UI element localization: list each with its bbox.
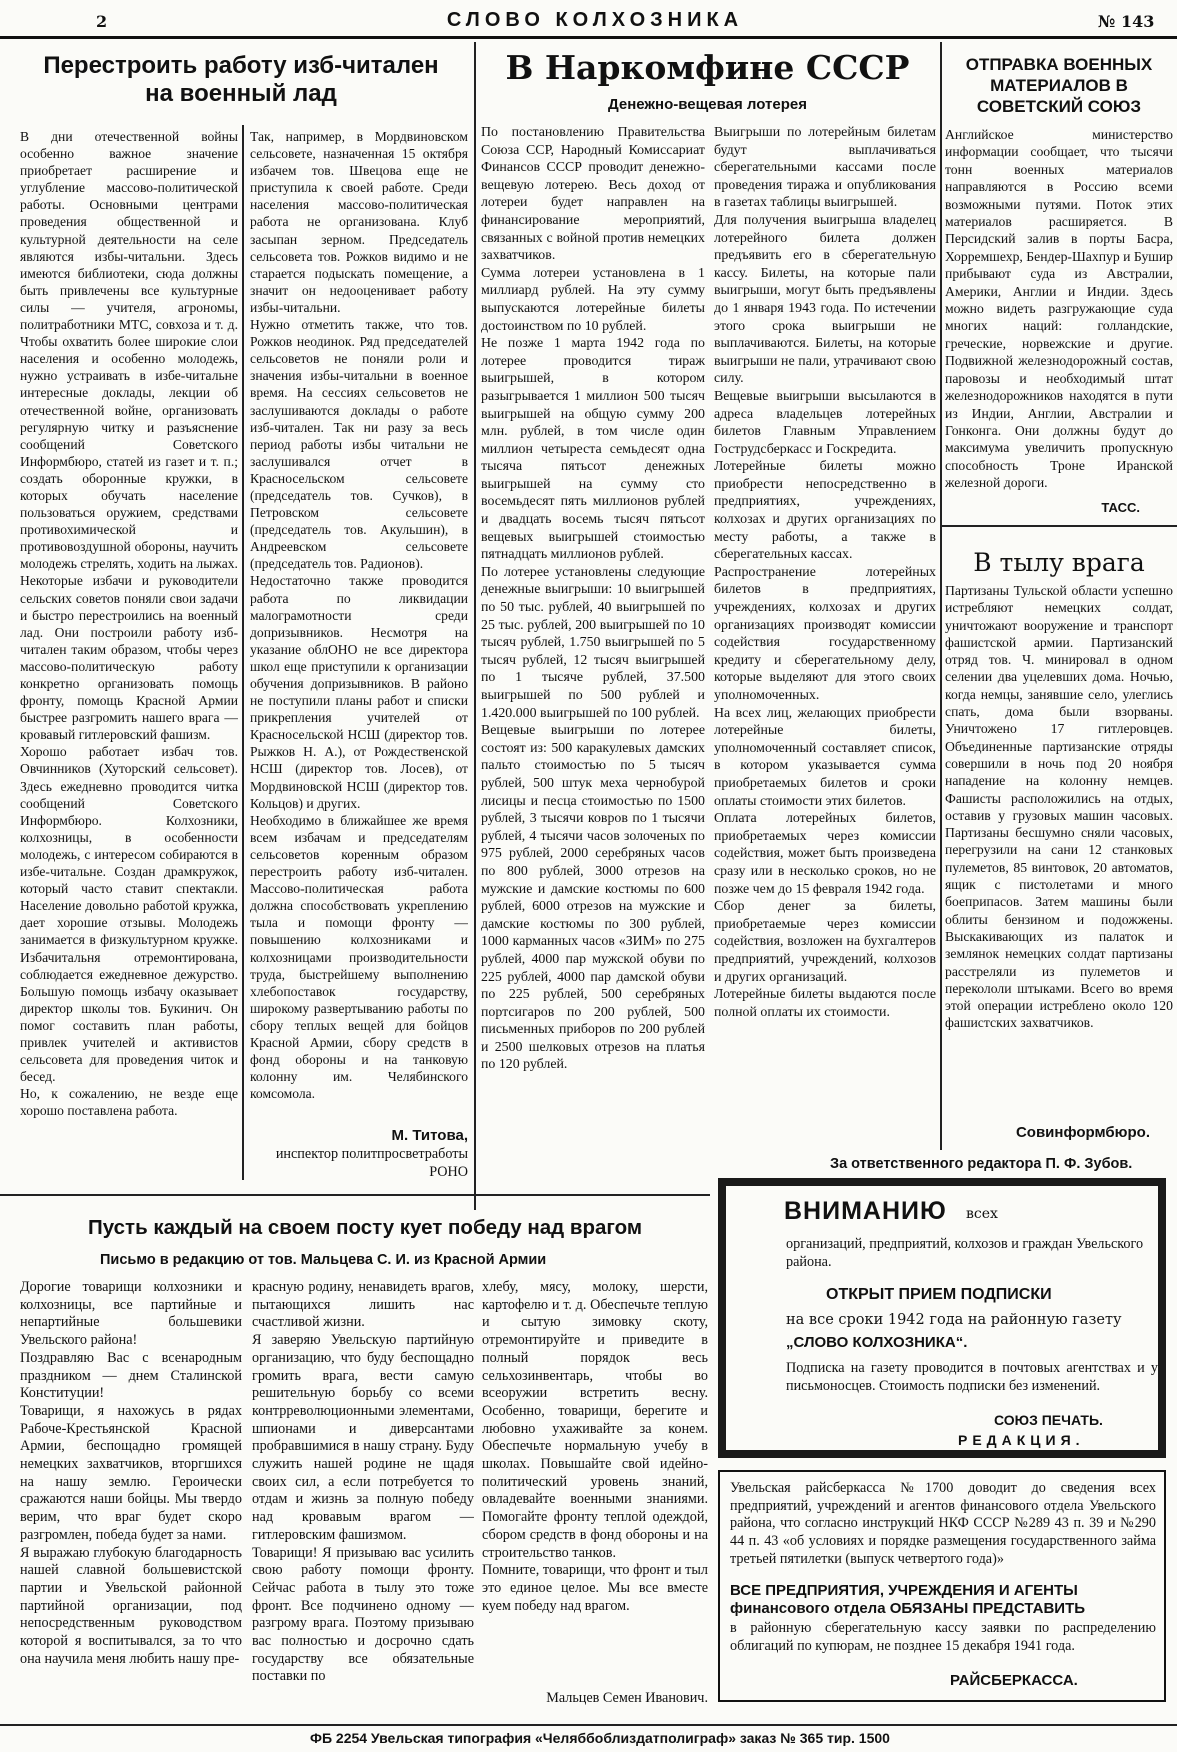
masthead-rule: [0, 36, 1177, 39]
ad-headline: ОТКРЫТ ПРИЕМ ПОДПИСКИ: [826, 1286, 1052, 1303]
headline-lottery: В Наркомфине СССР: [505, 48, 910, 87]
ad-note: Подписка на газету проводится в почтовых агентствах и у письмоносцев. Стоимость подписки без изменений.: [786, 1360, 1158, 1394]
footer-imprint: ФБ 2254 Увельская типография «Челяббоблиздатполиграф» заказ № 365 тир. 1500: [310, 1730, 890, 1746]
issue-number: № 143: [1098, 12, 1155, 31]
section-rule: [940, 525, 1177, 527]
savings-body: Увельская райсберкасса №1700 доводит до сведения всех предприятий, учреждений и агентов финансового отдела Увельского района, что согласно инструкций НКФ СССР №289 43 п. 39 и №290 44 п. 43 «об условиях и порядке размещения государственного займа третьей пятилетки (выпуск четвертого года)»: [730, 1480, 1156, 1567]
paper-title: СЛОВО КОЛХОЗНИКА: [446, 9, 744, 31]
column-rule: [242, 125, 244, 1180]
letter-col1: Дорогие товарищи колхозники и колхозницы, все партийные и непартийные большевики Увельского района! Поздравляю Вас с всенародным праздником — днем Сталинской Конституции! Товарищи, я нахожусь в рядах Рабоче-Крестьянской Красной Армии, беспощадно громящей немецких захватчиков, вторгшихся на нашу землю. Героически сражаются наши бойцы. Мы твердо верим, что враг будет скоро разгромлен, победа будет за нами. Я выражаю глубокую благодарность нашей славной большевистской партии и Увельской районной партийной организации, под непосредственным руководством которой я воспитывался, за то что она научила меня любить нашу пре-: [20, 1279, 242, 1667]
footer-rule: [0, 1724, 1177, 1726]
column-rule: [474, 42, 476, 1210]
headline-shipment: ОТПРАВКА ВОЕННЫХ МАТЕРИАЛОВ В СОВЕТСКИЙ СОЮЗ: [965, 55, 1153, 116]
rear-body: Партизаны Тульской области успешно истребляют немецких солдат, уничтожают вооружение и транспорт фашистской армии. Партизанский отряд тов. Ч. минировал в одном селении два уцелевших дома. Ночью, когда немцы, занявшие село, улеглись спать, дома были взорваны. Уничтожено 17 гитлеровцев. Объединенные партизанские отряды совершили в ночь под 20 ноября нападение на колонну немцев. Фашисты расположились на отдых, оставив у грузовых машин часовых. Партизаны бесшумно сняли часовых, перегрузили на сани 12 станковых пулеметов, 85 винтовок, 20 автоматов, ящик с пистолетами и много боеприпасов. Затем машины были облиты бензином и подожжены. Выскакивающих из палаток и землянок немецких солдат партизаны расстреляли из пулеметов и перекололи штыками. Всего во время этой операции истреблено около 120 фашистских захватчиков.: [945, 583, 1173, 1031]
reading-rooms-col1: В дни отечественной войны особенно важное значение приобретает расширение и углубление массово-политической работы. Основными центрами проведения общественной и культурной деятельности на селе являются избы-читальни. Здесь имеются библиотеки, сюда должны быть привлечены все культурные силы — учителя, агрономы, политработники МТС, совхоза и т. д. Чтобы охватить более широкие слои населения и особенно молодежь, нужно устраивать в избе-читальне интересные доклады, лекции об отечественной войне, организовать регулярную читку и разъяснение сообщений Советского Информбюро, статей из газет и т. п.; создать оборонные кружки, в которых обучать население пользоваться оружием, средствами противохимической и противовоздушной обороны, научить молодежь стрелять, ходить на лыжах. Некоторые избачи и руководители сельских советов поняли свои задачи и быстро перестроились на военный лад. Они построили работу изб-читален таким образом, чтобы через массово-политическую работу конкретно организовать помощь фронту, помощь Красной Армии быстрее разгромить нашего врага — кровавый гитлеровский фашизм. Хорошо работает избач тов. Овчинников (Хуторский сельсовет). Здесь ежедневно проводится читка сообщений Советского Информбюро. Колхозники, колхозницы, в особенности молодежь, с интересом собираются в избе-читальне. Создан драмкружок, который часто ставит спектакли. Население довольно работой кружка, дает хорошие отзывы. Молодежь занимается в физкультурном кружке. Избачитальня отремонтирована, соблюдается ежедневное дежурство. Большую помощь избачу оказывает директор школы тов. Букинич. Он помог составить план работы, привлек учителей и активистов сельсовета для проведения читок и бесед. Но, к сожалению, не везде еще хорошо поставлена работа.: [20, 129, 238, 1119]
ad-title-suffix: всех: [966, 1206, 998, 1222]
letter-col3: хлебу, мясу, молоку, шерсти, картофелю и т. д. Обеспечьте теплую и сытую зимовку скоту, отремонтируйте и приведите в полный порядок весь сельхозинвентарь, чтобы во всеоружии встретить весну. Особенно, товарищи, берегите и любовно ухаживайте за конем. Обеспечьте нормальную учебу в школах. Повышайте свой идейно-политический уровень знаний, овладевайте военными знаниями. Помогайте фронту теплой одеждой, сбором средств в фонд обороны и на строительство танков. Помните, товарищи, что фронт и тыл это единое целое. Мы все вместе куем победу над врагом.: [482, 1279, 708, 1614]
ad-sign-redaktsiya: РЕДАКЦИЯ.: [958, 1432, 1085, 1448]
signature-maltsev: Мальцев Семен Иванович.: [546, 1690, 708, 1706]
signature-tass: ТАСС.: [1101, 500, 1140, 515]
ad-sign-soyuzpechat: СОЮЗ ПЕЧАТЬ.: [994, 1412, 1103, 1428]
savings-ad: [718, 1470, 1166, 1702]
ad-line: на все сроки 1942 года на районную газету: [786, 1312, 1122, 1328]
signature-titova: М. Титова,: [391, 1127, 468, 1144]
savings-signature: РАЙСБЕРКАССА.: [950, 1672, 1078, 1689]
savings-emphasis: ВСЕ ПРЕДПРИЯТИЯ, УЧРЕЖДЕНИЯ И АГЕНТЫ финансового отдела ОБЯЗАНЫ ПРЕДСТАВИТЬ: [730, 1582, 1086, 1617]
ad-paper-name: „СЛОВО КОЛХОЗНИКА“.: [786, 1334, 968, 1351]
savings-tail: в районную сберегательную кассу заявки по распределению облигаций по купюрам, не позднее 15 декабря 1941 года.: [730, 1620, 1156, 1654]
subscription-ad: [718, 1178, 1166, 1458]
headline-letter: Пусть каждый на своем посту кует победу над врагом: [88, 1216, 643, 1239]
signature-titova-role: инспектор политпросветработы РОНО: [275, 1146, 468, 1180]
signature-sovinformburo: Совинформбюро.: [1015, 1124, 1150, 1141]
ad-audience: организаций, предприятий, колхозов и граждан Увельского района.: [786, 1236, 1144, 1270]
column-rule: [940, 42, 942, 1150]
headline-reading-rooms: Перестроить работу изб-читален на военный лад: [43, 52, 439, 107]
letter-col2: красную родину, ненавидеть врагов, пытающихся лишить нас счастливой жизни. Я заверяю Увельскую партийную организацию, что буду беспощадно громить врага, вести самую решительную борьбу со всеми контрреволюционными элементами, шпионами и диверсантами пробравшимися в нашу страну. Буду служить нашей родине не щадя своих сил, а если потребуется то отдам и жизнь за полную победу над кровавым врагом — гитлеровским фашизмом. Товарищи! Я призываю вас усилить свою работу помощи фронту. Сейчас работа в тылу это тоже фронт. Все подчинено одному — разгрому врага. Поэтому призываю вас полностью и досрочно сдать государству все обязательные поставки по: [252, 1279, 474, 1685]
editor-line: За ответственного редактора П. Ф. Зубов.: [830, 1156, 1133, 1172]
reading-rooms-col2: Так, например, в Мордвиновском сельсовете, назначенная 15 октября избачем тов. Швецова еще не приступила к своей работе. Среди населения массово-политическая работа не организована. Клуб засыпан зерном. Председатель сельсовета тов. Рожков видимо и не старается подыскать помещение, а значит он недооценивает работу избы-читальни. Нужно отметить также, что тов. Рожков неодинок. Ряд председателей сельсоветов не поняли роли и значения избы-читальни в военное время. На сессиях сельсоветов не заслушиваются доклады о работе изб-читален. Так ни разу за весь период работы избы читальни не заслушивался отчет в Красносельском сельсовете (председатель тов. Сучков), в Петровском сельсовете (председатель тов. Акульшин), в Андреевском сельсовете (председатель тов. Радионов). Недостаточно также проводится работа по ликвидации малограмотности среди допризывников. Несмотря на указание облОНО не все директора школ еще приступили к организации обучения допризывников. В районо не поступили планы работ и списки прикрепления учителей от Красносельской НСШ (директор тов. Рыжков Н. А.), от Рождественской НСШ (директор тов. Лосев), от Мордвиновской НСШ (директор тов. Кольцов) и других. Необходимо в ближайшее же время всем избачам и председателям сельсоветов коренным образом перестроить работу изб-читален. Массово-политическая работа должна способствовать укреплению тыла и помощи фронту — повышению колхозниками и колхозницами производительности труда, быстрейшему выполнению хлебопоставок государству, широкому развертыванию работы по сбору теплых вещей для бойцов Красной Армии, сбору средств в фонд обороны и на танковую колонну им. Челябинского комсомола.: [250, 129, 468, 1102]
subheadline-letter: Письмо в редакцию от тов. Мальцева С. И. из Красной Армии: [100, 1252, 547, 1268]
lottery-col1: По постановлению Правительства Союза ССР, Народный Комиссариат Финансов СССР проводит денежно-вещевую лотерею. Весь доход от лотереи будет направлен на финансирование мероприятий, связанных с войной против немецких захватчиков. Сумма лотереи установлена в 1 миллиард рублей. На эту сумму выпускаются лотерейные билеты достоинством по 10 рублей. Не позже 1 марта 1942 года по лотерее проводится тираж выигрышей, в котором разыгрывается 1 миллион 500 тысяч выигрышей на общую сумму 200 млн. рублей, в том числе один миллион четыреста семьдесят одна тысяча пятьсот денежных выигрышей на сумму сто восемьдесят пять миллионов рублей и двадцать восемь тысяч пятьсот вещевых выигрышей стоимостью пятнадцать миллионов рублей. По лотерее установлены следующие денежные выигрыши: 10 выигрышей по 50 тыс. рублей, 40 выигрышей по 25 тыс. рублей, 200 выигрышей по 10 тысяч рублей, 1.750 выигрышей по 5 тысяч рублей, 12 тысяч выигрышей по 1 тысяче рублей, 37.500 выигрышей по 500 рублей и 1.420.000 выигрышей по 100 рублей. Вещевые выигрыши по лотерее состоят из: 500 каракулевых дамских пальто стоимостью по 5 тысяч рублей, 500 штук меха чернобурой лисицы и песца стоимостью по 1500 рублей, 3 тысячи ковров по 1 тысячи рублей, 4 тысячи часов золоченых по 975 рублей, 2000 серебряных часов по 800 рублей, 3000 отрезов на мужские и дамские костюмы по 600 рублей, 6000 отрезов на мужские и дамские костюмы по 300 рублей, 1000 карманных часов «ЗИМ» по 275 рублей, 4000 пар мужской обуви по 225 рублей, 4000 пар дамской обуви по 225 рублей, 500 серебряных портсигаров по 200 рублей, 500 письменных приборов по 200 рублей и 2500 шелковых отрезов на платья по 120 рублей.: [481, 125, 705, 1073]
subheadline-lottery: Денежно-вещевая лотерея: [608, 96, 807, 113]
headline-rear: В тылу врага: [973, 548, 1145, 577]
page-number: 2: [96, 12, 108, 31]
ad-title: ВНИМАНИЮ: [784, 1197, 947, 1225]
shipment-body: Английское министерство информации сообщает, что тысячи тонн военных материалов направляются в Россию всеми возможными путями. Поток этих материалов расширяется. В Персидский залив в порты Басра, Хорремшехр, Бендер-Шахпур и Бушир прибывают суда из Австралии, Америки, Англии и Индии. Здесь можно видеть разгружающие суда многих наций: голландские, греческие, норвежские и другие. Подвижной железнодорожный состав, паровозы и необходимый штат железнодорожников находятся в пути из Индии, Англии, Австралии и Гонконга. Они должны будут до максимума увеличить пропускную способность Троне Иранской железной дороги.: [945, 127, 1173, 491]
lottery-col2: Выигрыши по лотерейным билетам будут выплачиваться сберегательными кассами после проведения тиража и опубликования в газетах таблицы выигрышей. Для получения выигрыша владелец лотерейного билета должен предъявить его в сберегательную кассу. Билеты, на которые пали выигрыши, могут быть предъявлены до 1 января 1943 года. По истечении этого срока выигрыши не выплачиваются. Билеты, на которые выигрыши не пали, утрачивают свою силу. Вещевые выигрыши высылаются в адреса владельцев лотерейных билетов Главным Управлением Гострудсберкасс и Госкредита. Лотерейные билеты можно приобрести непосредственно в предприятиях, учреждениях, колхозах и других организациях по месту работы, а также в сберегательных кассах. Распространение лотерейных билетов в предприятиях, учреждениях, колхозах и других организациях производят комиссии содействия государственному кредиту и сберегательному делу, которые выделяют для этого своих уполномоченных. На всех лиц, желающих приобрести лотерейные билеты, уполномоченный составляет список, в котором указывается сумма приобретаемых билетов и сроки оплаты стоимости этих билетов. Оплата лотерейных билетов, приобретаемых через комиссии содействия, может быть произведена сразу или в несколько сроков, но не позже чем до 15 февраля 1942 года. Сбор денег за билеты, приобретаемые через комиссии содействия, возложен на бухгалтеров предприятий, учреждений, колхозов и других организаций. Лотерейные билеты выдаются после полной оплаты их стоимости.: [714, 125, 936, 1020]
